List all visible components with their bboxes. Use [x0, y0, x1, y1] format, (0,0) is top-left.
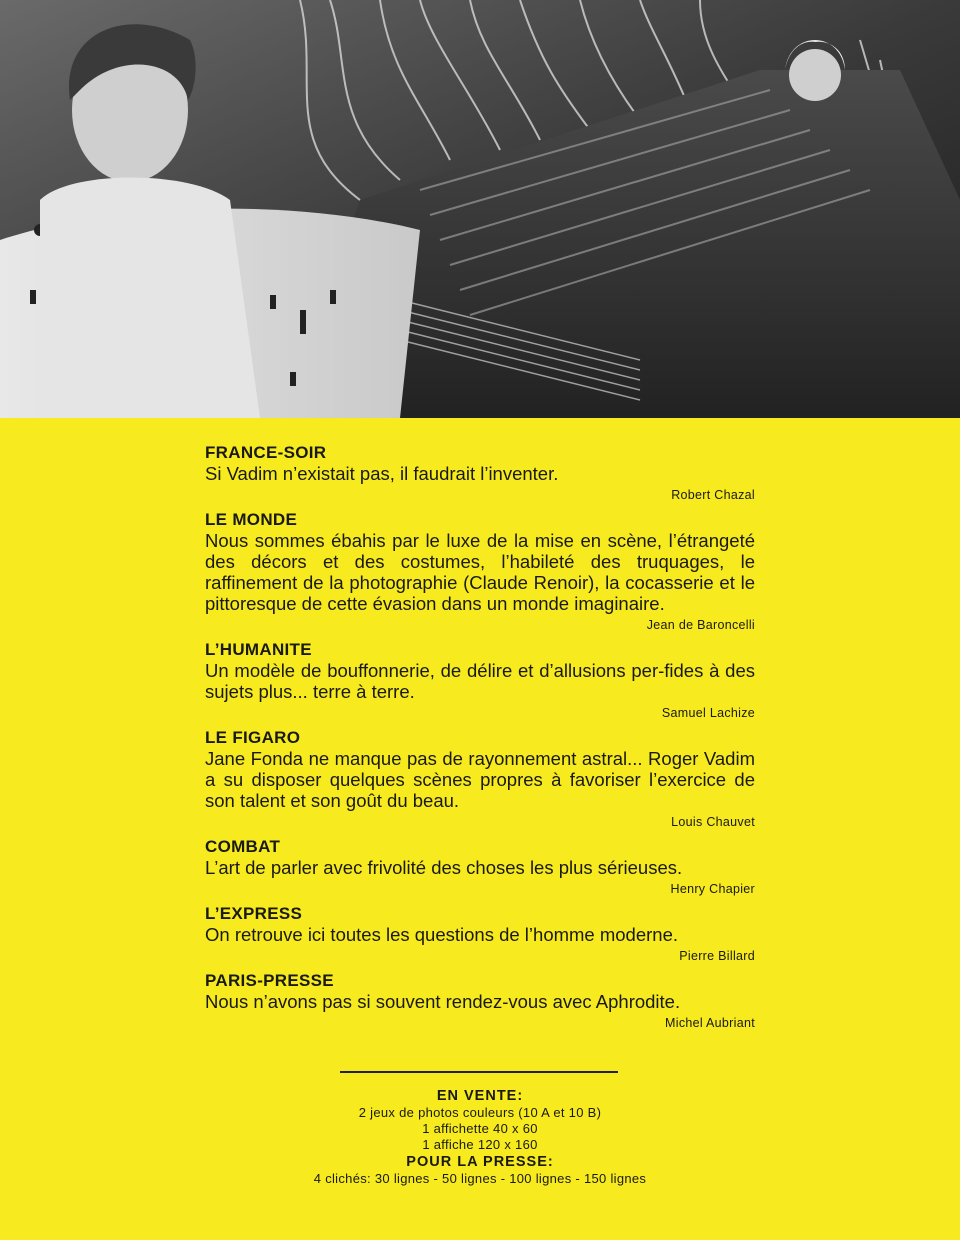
review-quote: Si Vadim n’existait pas, il faudrait l’inventer. — [205, 463, 559, 484]
review-paris-presse — [205, 971, 755, 1032]
press-reviews — [205, 443, 755, 1038]
section-divider — [340, 1071, 618, 1073]
review-outlet: COMBAT — [205, 837, 281, 856]
review-author: Michel Aubriant — [665, 1016, 755, 1030]
review-outlet: L’HUMANITE — [205, 640, 312, 659]
review-outlet: PARIS-PRESSE — [205, 971, 334, 990]
review-quote: L’art de parler avec frivolité des choses les plus sérieuses. — [205, 857, 683, 878]
review-author: Louis Chauvet — [671, 815, 755, 829]
sales-title: EN VENTE: — [436, 1088, 524, 1104]
review-outlet: L’EXPRESS — [205, 904, 303, 923]
review-france-soir — [205, 443, 755, 504]
review-le-figaro — [205, 728, 755, 831]
review-author: Henry Chapier — [670, 882, 755, 896]
sales-line: 1 affiche 120 x 160 — [422, 1137, 538, 1152]
review-combat — [205, 837, 755, 898]
review-author: Pierre Billard — [679, 949, 755, 963]
review-quote: Nous sommes ébahis par le luxe de la mise en scène, l’étrangeté des décors et des costumes, l’habileté des truquages, le raffinement de la photographie (Claude Renoir), la cocasserie et le pittoresque de cette évasion dans un monde imaginaire. — [205, 530, 755, 614]
press-title: POUR LA PRESSE: — [406, 1154, 554, 1170]
sales-line: 2 jeux de photos couleurs (10 A et 10 B) — [358, 1105, 602, 1120]
sales-line: 1 affichette 40 x 60 — [422, 1121, 538, 1136]
review-author: Robert Chazal — [671, 488, 755, 502]
press-line: 4 clichés: 30 lignes - 50 lignes - 100 lignes - 150 lignes — [313, 1171, 647, 1186]
review-outlet: FRANCE-SOIR — [205, 443, 327, 462]
review-outlet: LE FIGARO — [205, 728, 301, 747]
review-outlet: LE MONDE — [205, 510, 298, 529]
review-le-monde — [205, 510, 755, 634]
review-author: Samuel Lachize — [661, 706, 755, 720]
review-quote: On retrouve ici toutes les questions de l’homme moderne. — [205, 924, 679, 945]
review-author: Jean de Baroncelli — [646, 618, 755, 632]
sales-info — [240, 1087, 720, 1187]
review-quote: Nous n’avons pas si souvent rendez-vous avec Aphrodite. — [205, 991, 681, 1012]
review-quote: Jane Fonda ne manque pas de rayonnement astral... Roger Vadim a su disposer quelques scènes propres à favoriser l’exercice de son talent et son goût du beau. — [205, 748, 755, 811]
review-l-express — [205, 904, 755, 965]
film-still-photo — [0, 0, 960, 418]
film-still-illustration — [0, 0, 960, 418]
review-l-humanite — [205, 640, 755, 722]
review-quote: Un modèle de bouffonnerie, de délire et d’allusions per-fides à des sujets plus... terre à terre. — [205, 660, 755, 702]
